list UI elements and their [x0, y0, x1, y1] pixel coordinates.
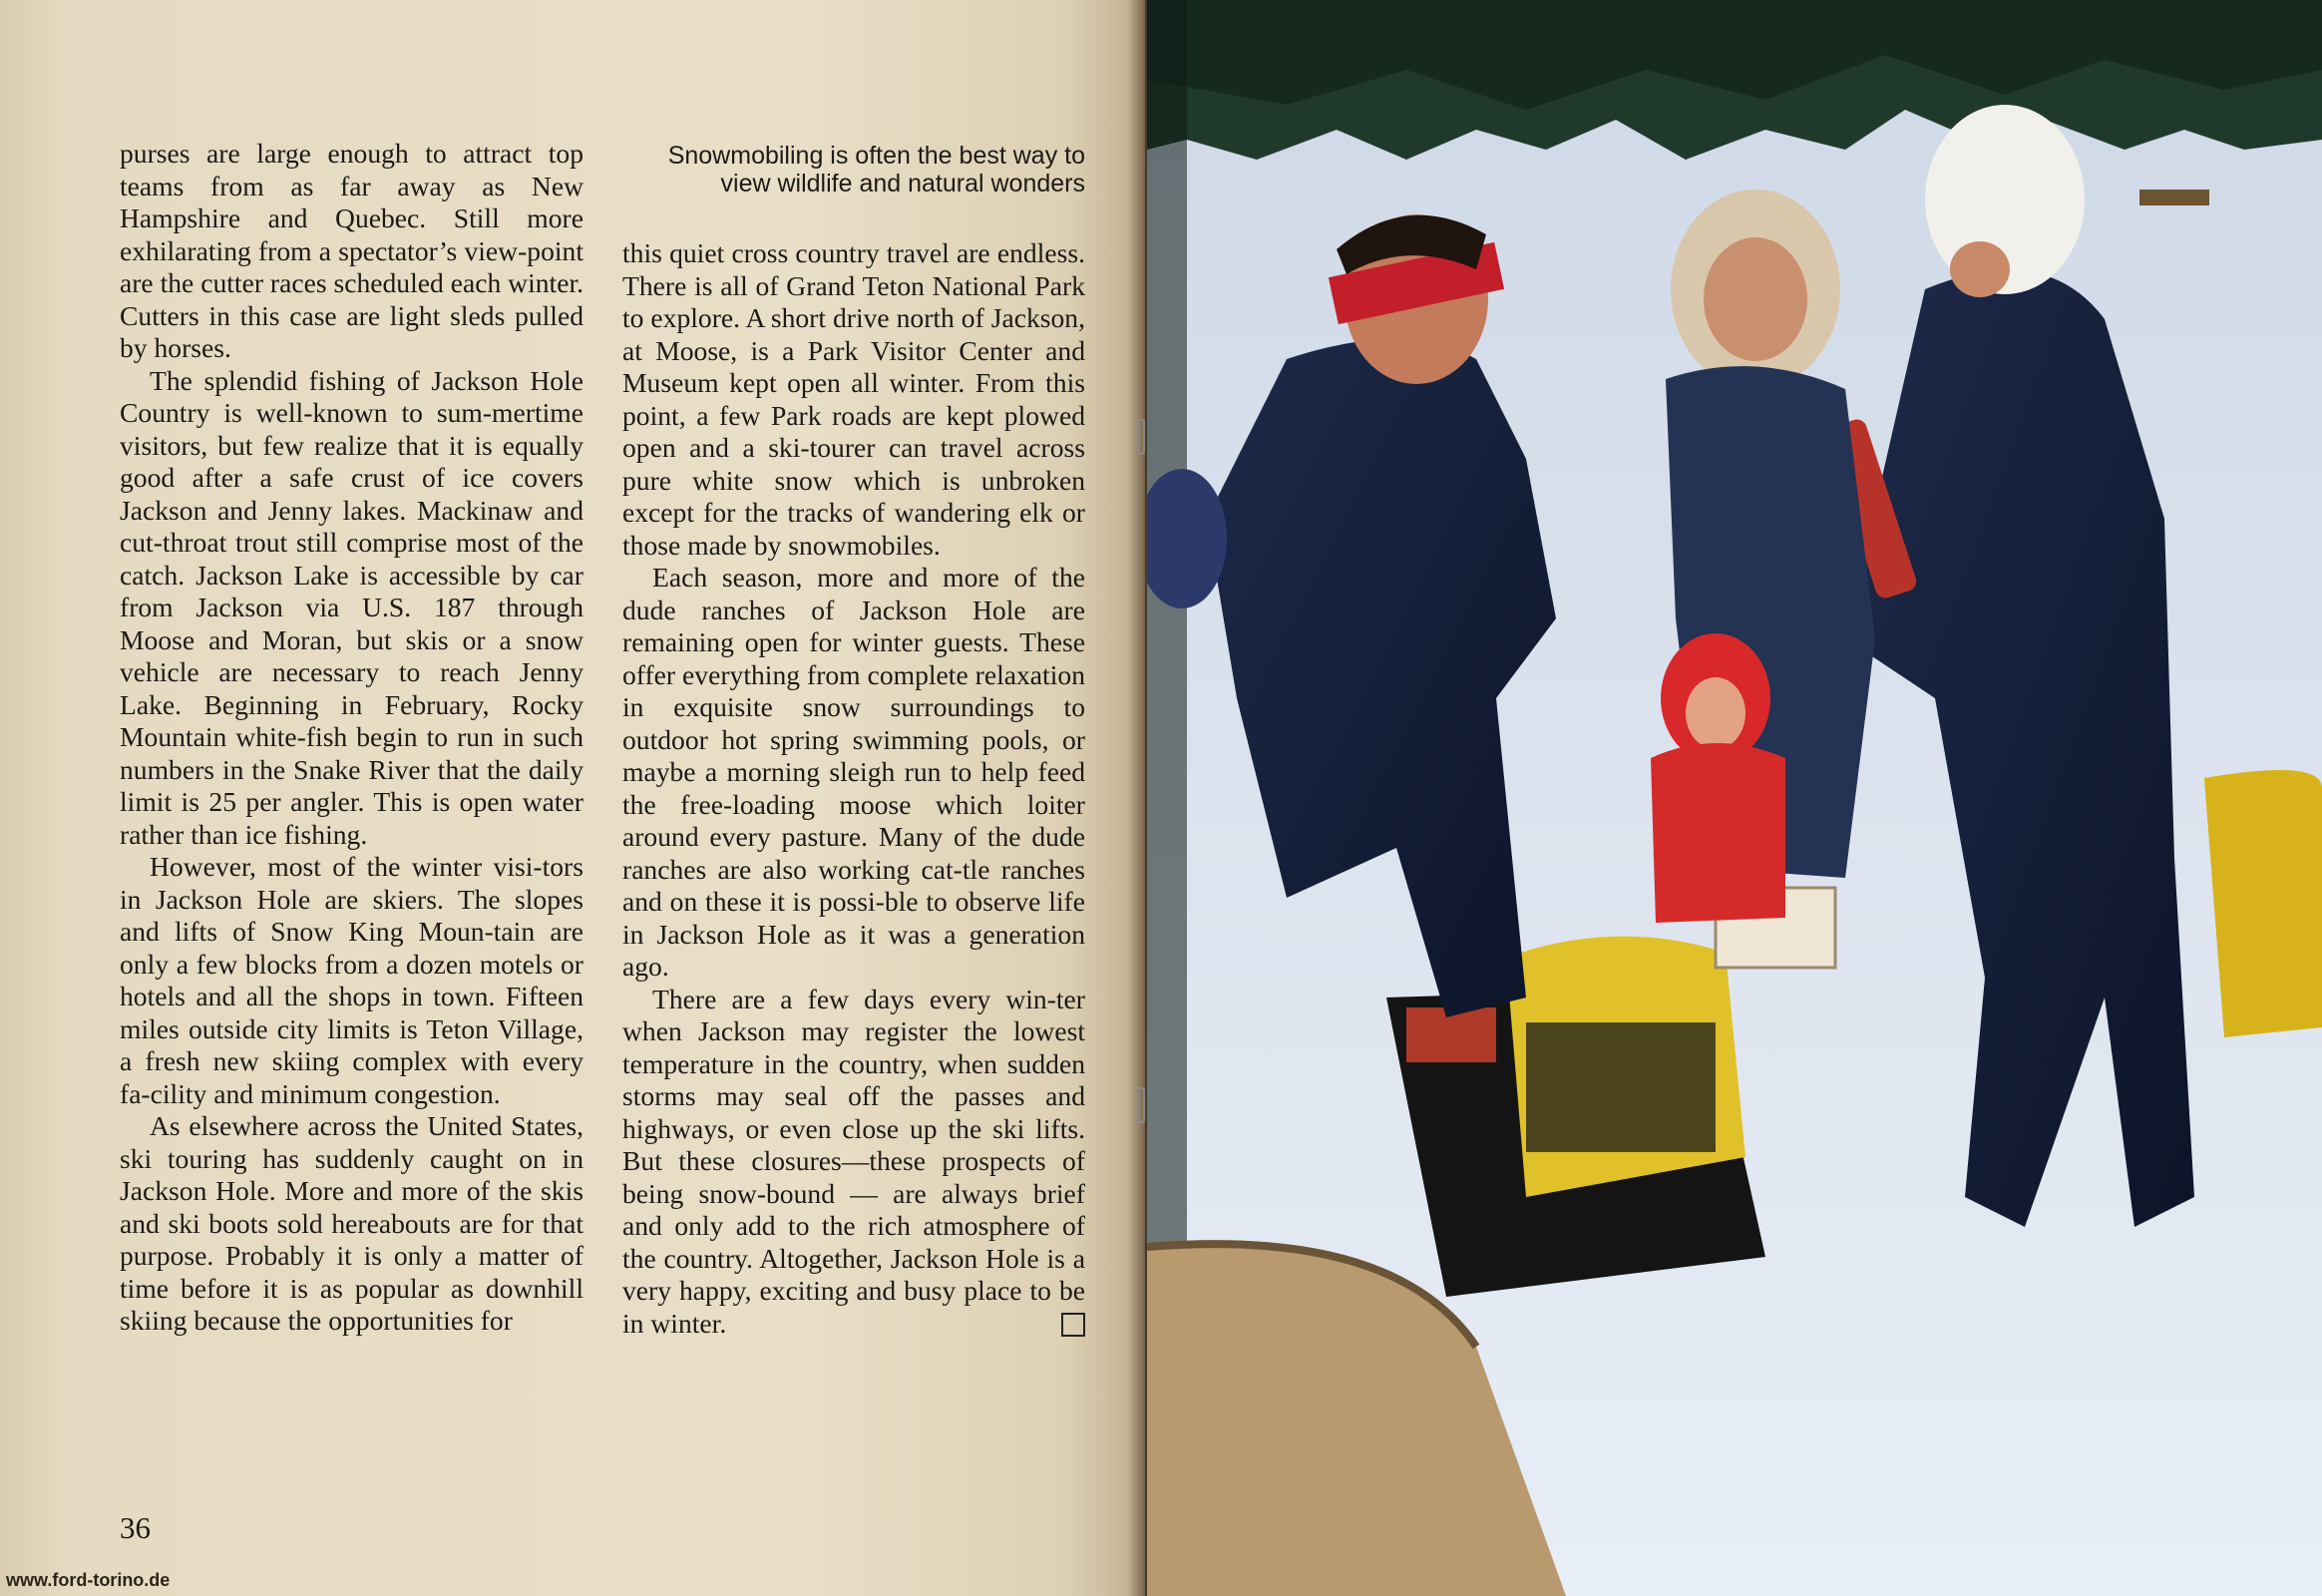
paragraph: As elsewhere across the United States, ski touring has suddenly caught on in Jackson Hole. More and more of the skis and ski boots sold hereabouts are for that purpose. Probably it is only a matter of time before it is as popular as downhill skiing because the opportunities for: [120, 1110, 583, 1336]
paragraph: Each season, more and more of the dude ranches of Jackson Hole are remaining open for winter guests. These offer everything from complete relaxation in exquisite snow surroundings to outdoor hot spring swimming pools, or maybe a morning sleigh run to help feed the free-loading moose which loiter around every pasture. Many of the dude ranches are also working cat-tle ranches and on these it is possi-ble to observe life in Jackson Hole as it was a generation ago.: [622, 562, 1085, 982]
staple: [1137, 1087, 1145, 1123]
page-number: 36: [120, 1510, 151, 1545]
left-page: [0, 0, 1145, 1596]
paragraph: purses are large enough to attract top teams from as far away as New Hampshire and Quebec. Still more exhilarating from a spectator’s view-point are the cutter races scheduled each winter. Cutters in this case are light sleds pulled by horses.: [120, 138, 584, 363]
paragraph: The splendid fishing of Jackson Hole Country is well-known to sum-mertime visitors, but few realize that it is equally good after a safe crust of ice covers Jackson and Jenny lakes. Mackinaw and cut-throat trout still comprise most of the catch. Jackson Lake is accessible by car from Jackson via U.S. 187 through Moose and Moran, but skis or a snow vehicle are necessary to reach Jenny Lake. Beginning in February, Rocky Mountain white-fish begin to run in such numbers in the Snake River that the daily limit is 25 per angler. This is open water rather than ice fishing.: [120, 364, 583, 850]
watermark: www.ford-torino.de: [6, 1570, 171, 1590]
text-column-right: [622, 237, 1085, 1340]
paragraph-text: There are a few days every win-ter when Jackson may register the lowest temperature in the country, when sudden storms may seal off the passes and highways, or even close up the ski lifts. But these closures—these prospects of being snow-bound — are always brief and only add to the rich atmosphere of the country. Altogether, Jackson Hole is a very happy, exciting and busy place to be in winter.: [622, 983, 1085, 1339]
paragraph: this quiet cross country travel are endless. There is all of Grand Teton National Park to explore. A short drive north of Jackson, at Moose, is a Park Visitor Center and Museum kept open all winter. From this point, a few Park roads are kept plowed open and a ski-tourer can travel across pure white snow which is unbroken except for the tracks of wandering elk or those made by snowmobiles.: [622, 237, 1085, 561]
photo-caption: Snowmobiling is often the best way to view wildlife and natural wonders: [667, 142, 1085, 198]
text-column-left: [120, 138, 583, 1338]
staple: [1137, 419, 1145, 455]
snowmobile-photo: [1147, 0, 2322, 1596]
end-of-article-mark: [1061, 1313, 1085, 1337]
paragraph: [622, 984, 1085, 1341]
paragraph: However, most of the winter visi-tors in Jackson Hole are skiers. The slopes and lifts of Snow King Moun-tain are only a few blocks from a dozen motels or hotels and all the shops in town. Fifteen miles outside city limits is Teton Village, a fresh new skiing complex with every fa-cility and minimum congestion.: [120, 851, 583, 1109]
